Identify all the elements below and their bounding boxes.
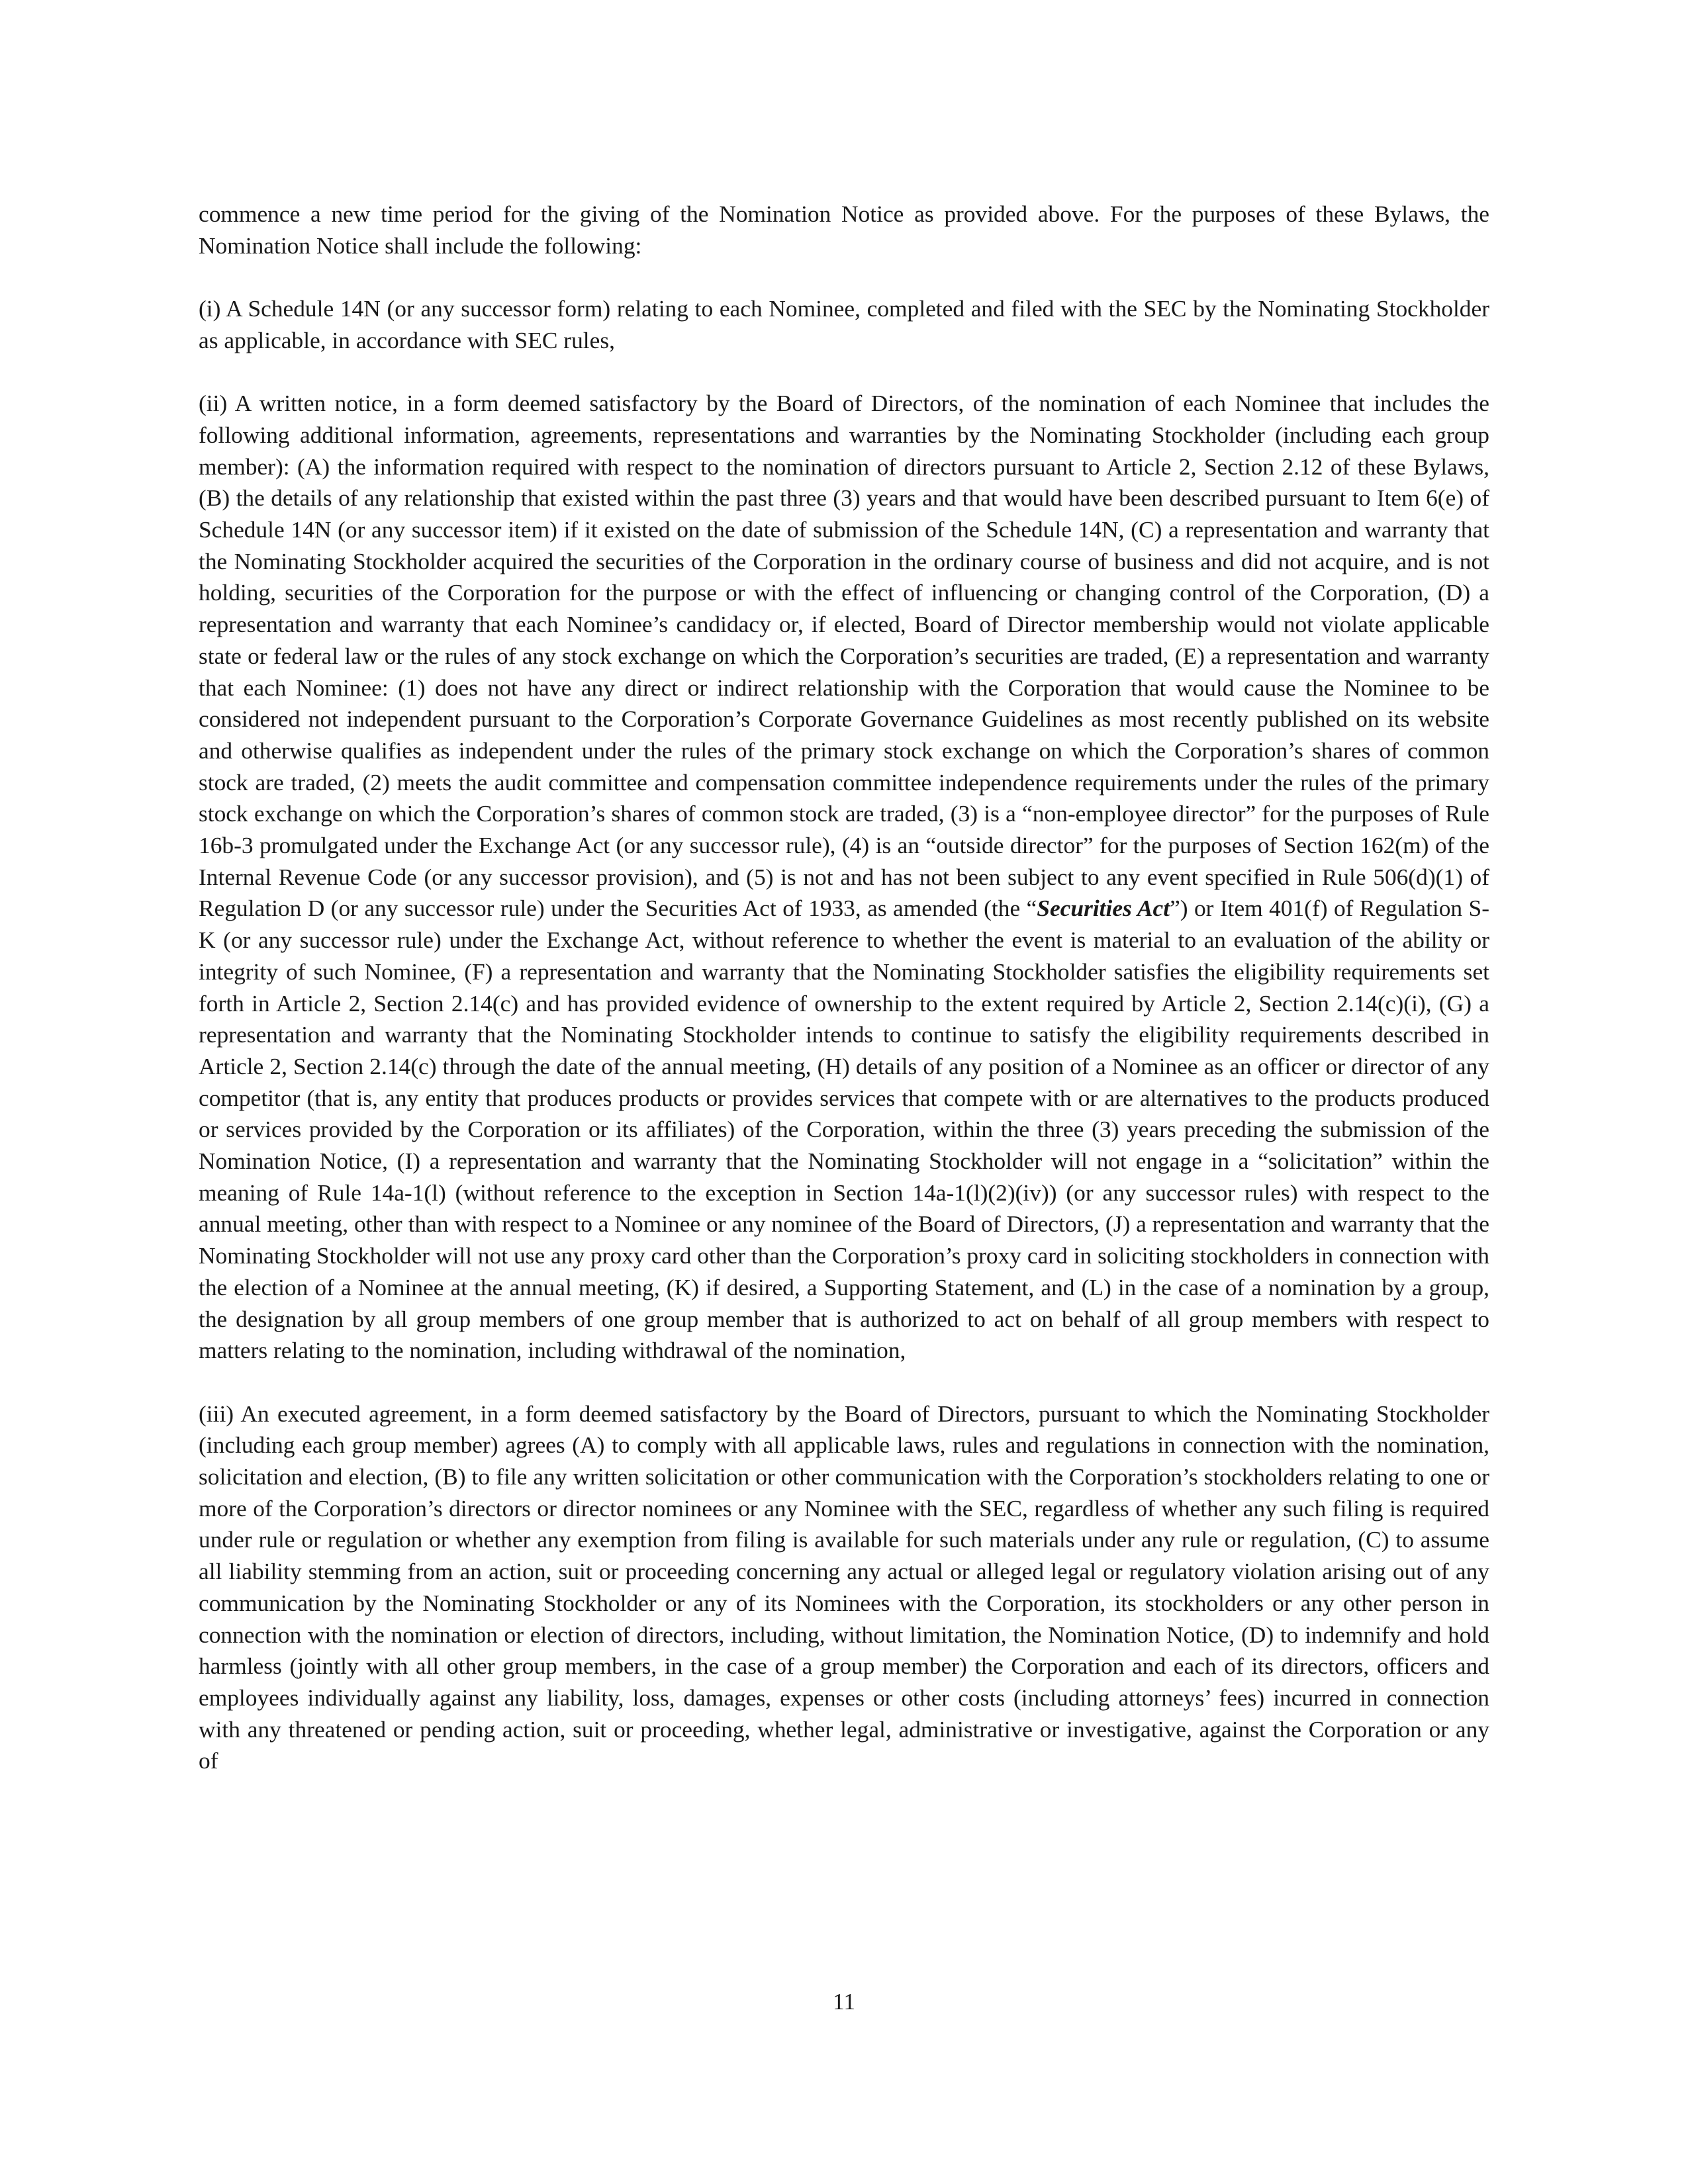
page-number: 11 — [832, 1988, 856, 2015]
paragraph-item-i: (i) A Schedule 14N (or any successor form) relating to each Nominee, completed and filed with the SEC by the Nominating Stockholder as applicable, in accordance with SEC rules, — [199, 295, 1489, 353]
paragraph-item-ii-text-after: ”) or Item 401(f) of Regulation S-K (or any successor rule) under the Exchange Act, without reference to whether the event is material to an evaluation of the ability or integrity of such Nominee, (F) a representation and warranty that the Nominating Stockholder satisfies the eligibility requirements set forth in Article 2, Section 2.14(c) and has provided evidence of ownership to the extent required by Article 2, Section 2.14(c)(i), (G) a representation and warranty that the Nominating Stockholder intends to continue to satisfy the eligibility requirements described in Article 2, Section 2.14(c) through the date of the annual meeting, (H) details of any position of a Nominee as an officer or director of any competitor (that is, any entity that produces products or provides services that compete with or are alternatives to the products produced or services provided by the Corporation or its affiliates) of the Corporation, within the three (3) years preceding the submission of the Nomination Notice, (I) a representation and warranty that the Nominating Stockholder will not engage in a “solicitation” within the meaning of Rule 14a-1(l) (without reference to the exception in Section 14a-1(l)(2)(iv)) (or any successor rules) with respect to the annual meeting, other than with respect to a Nominee or any nominee of the Board of Directors, (J) a representation and warranty that the Nominating Stockholder will not use any proxy card other than the Corporation’s proxy card in soliciting stockholders in connection with the election of a Nominee at the annual meeting, (K) if desired, a Supporting Statement, and (L) in the case of a nomination by a group, the designation by all group members of one group member that is authorized to act on behalf of all group members with respect to matters relating to the nomination, including withdrawal of the nomination, — [199, 895, 1490, 1364]
paragraph-item-ii-text-before: (ii) A written notice, in a form deemed satisfactory by the Board of Directors, of the nomination of each Nominee that includes the following additional information, agreements, representations and warranties by the Nominating Stockholder (including each group member): (A) the information required with respect to the nomination of directors pursuant to Article 2, Section 2.12 of these Bylaws, (B) the details of any relationship that existed within the past three (3) years and that would have been described pursuant to Item 6(e) of Schedule 14N (or any successor item) if it existed on the date of submission of the Schedule 14N, (C) a representation and warranty that the Nominating Stockholder acquired the securities of the Corporation in the ordinary course of business and did not acquire, and is not holding, securities of the Corporation for the purpose or with the effect of influencing or changing control of the Corporation, (D) a representation and warranty that each Nominee’s candidacy or, if elected, Board of Director membership would not violate applicable state or federal law or the rules of any stock exchange on which the Corporation’s securities are traded, (E) a representation and warranty that each Nominee: (1) does not have any direct or indirect relationship with the Corporation that would cause the Nominee to be considered not independent pursuant to the Corporation’s Corporate Governance Guidelines as most recently published on its website and otherwise qualifies as independent under the rules of the primary stock exchange on which the Corporation’s shares of common stock are traded, (2) meets the audit committee and compensation committee independence requirements under the rules of the primary stock exchange on which the Corporation’s shares of common stock are traded, (3) is a “non-employee director” for the purposes of Rule 16b-3 promulgated under the Exchange Act (or any successor rule), (4) is an “outside director” for the purposes of Section 162(m) of the Internal Revenue Code (or any successor provision), and (5) is not and has not been subject to any event specified in Rule 506(d)(1) of Regulation D (or any successor rule) under the Securities Act of 1933, as amended (the “ — [199, 390, 1489, 922]
defined-term-securities-act: Securities Act — [1037, 895, 1170, 922]
paragraph-intro: commence a new time period for the giving of the Nomination Notice as provided above. For the purposes of these Bylaws, the Nomination Notice shall include the following: — [199, 201, 1489, 259]
paragraph-item-ii — [199, 388, 1489, 1367]
document-body — [199, 199, 1489, 1777]
paragraph-item-iii: (iii) An executed agreement, in a form deemed satisfactory by the Board of Directors, pursuant to which the Nominating Stockholder (including each group member) agrees (A) to comply with all applicable laws, rules and regulations in connection with the nomination, solicitation and election, (B) to file any written solicitation or other communication with the Corporation’s stockholders relating to one or more of the Corporation’s directors or director nominees or any Nominee with the SEC, regardless of whether any such filing is required under rule or regulation or whether any exemption from filing is available for such materials under any rule or regulation, (C) to assume all liability stemming from an action, suit or proceeding concerning any actual or alleged legal or regulatory violation arising out of any communication by the Nominating Stockholder or any of its Nominees with the Corporation, its stockholders or any other person in connection with the nomination or election of directors, including, without limitation, the Nomination Notice, (D) to indemnify and hold harmless (jointly with all other group members, in the case of a group member) the Corporation and each of its directors, officers and employees individually against any liability, loss, damages, expenses or other costs (including attorneys’ fees) incurred in connection with any threatened or pending action, suit or proceeding, whether legal, administrative or investigative, against the Corporation or any of — [199, 1400, 1489, 1774]
